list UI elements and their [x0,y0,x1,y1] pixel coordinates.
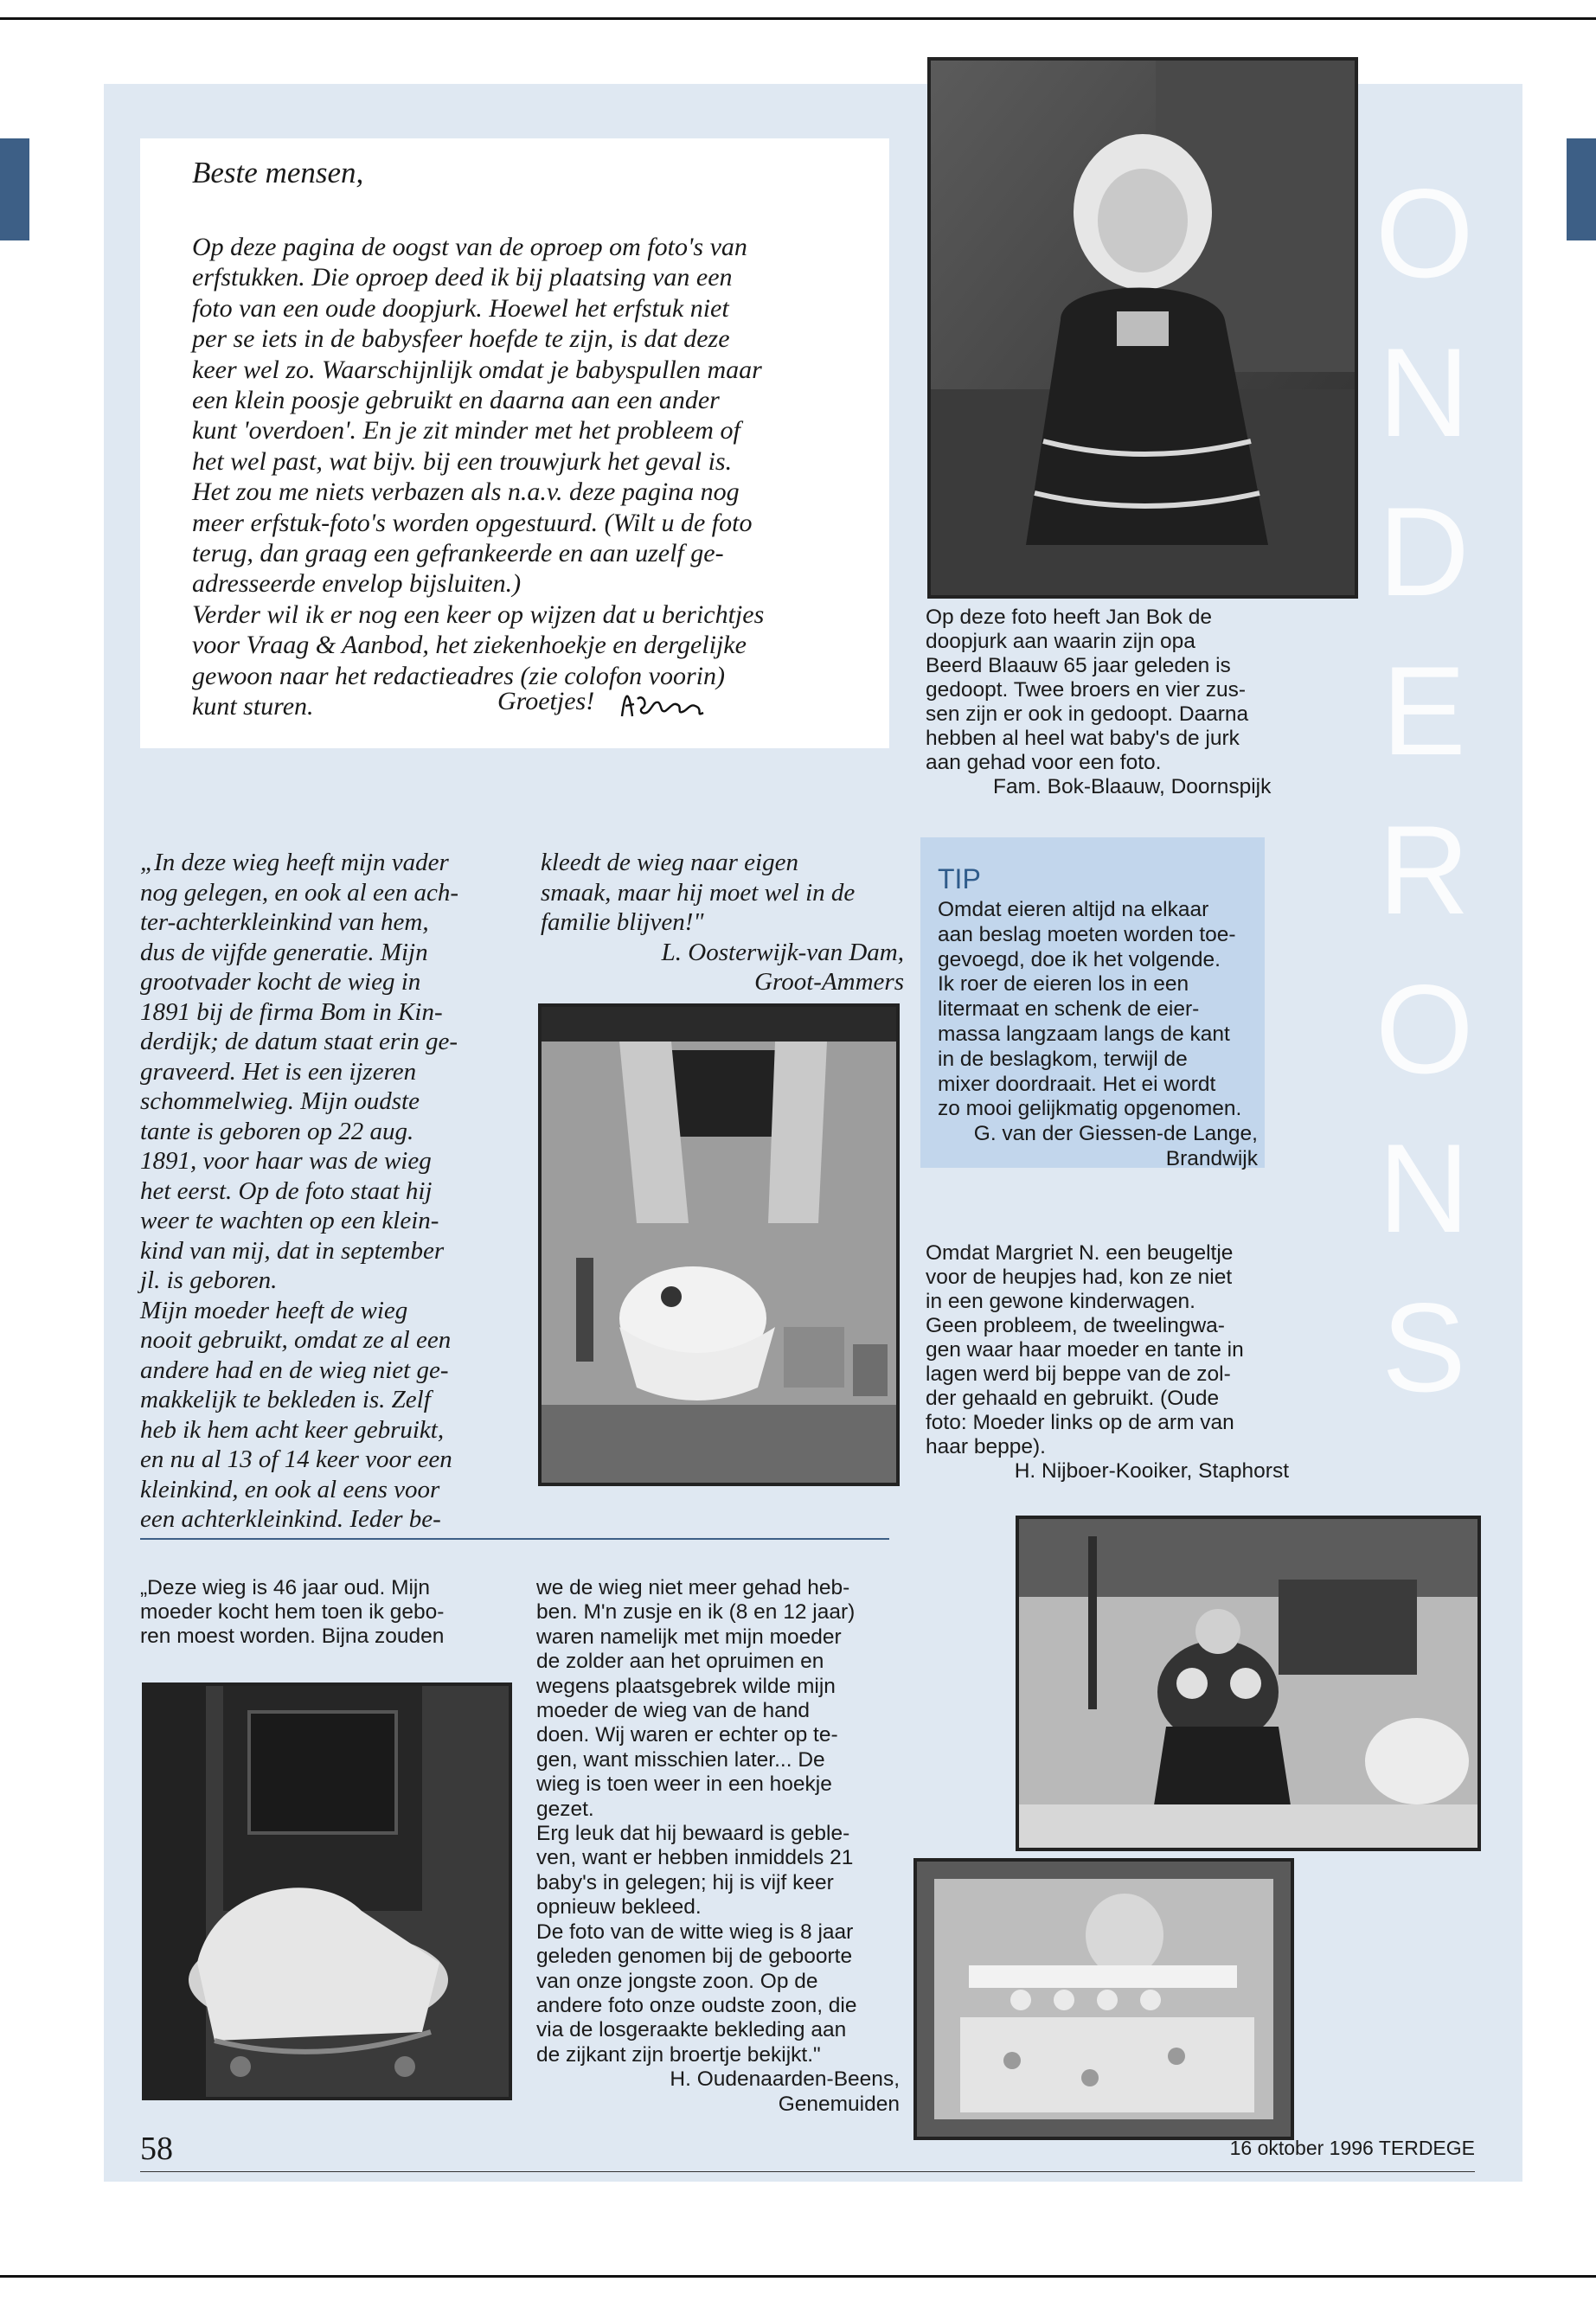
tip-body [938,898,1258,1172]
section-title-letter: O [1375,958,1474,1099]
issue-date: 16 oktober 1996 TERDEGE [1229,2137,1475,2159]
section-title-letter: R [1378,799,1470,940]
cradle-story-right-text: kleedt de wieg naar eigen smaak, maar hij moet wel in de familie blijven!" [541,849,856,936]
section-divider [140,1538,889,1540]
section-title-vertical [1375,154,1472,1427]
page-number: 58 [140,2131,173,2167]
photo-baby-in-crib [913,1858,1294,2140]
section-title-letter: O [1375,163,1474,304]
twins-pram-story [926,1241,1289,1484]
signature-agnes [617,682,712,725]
twins-story-sign: H. Nijboer-Kooiker, Staphorst [1014,1459,1289,1483]
letter-salutation: Beste mensen, [192,156,364,189]
crib-story-sign: H. Oudenaarden-Beens, Genemuiden [670,2067,900,2116]
cradle-story-right-column [541,848,904,997]
footer-rule [140,2171,1475,2172]
tip-box [920,837,1265,1168]
cradle-story-sign: L. Oosterwijk-van Dam, Groot-Ammers [661,938,904,996]
crib-story-right-text: we de wieg niet meer gehad heb- ben. M'n zusje en ik (8 en 12 jaar) waren namelijk met mijn moeder de zolder aan het opruimen en wegens plaatsgebrek wilde mijn moeder de wieg van de hand doen. Wij waren er echter op te- gen, want misschien later... De wieg is toen weer in een hoekje gezet. Erg leuk dat hij bewaard is geble- ven, want er hebben inmiddels 21 baby's in gelegen; hij is vijf keer opnieuw bekleed. De foto van de witte wieg is 8 jaar geleden genomen bij de geboorte van onze jongste zoon. Op de andere foto onze oudste zoon, die via de losgeraakte bekleding aan de zijkant zijn broertje bekijkt." [536,1576,857,2067]
photo-grandmother-twins [1016,1516,1481,1851]
editor-letter [140,138,889,748]
crib-story-left [140,1576,512,1649]
crib-story-right [536,1576,900,2117]
photo-baby-christening-dress [927,57,1358,599]
photo-wicker-crib [142,1682,512,2100]
top-rule [0,17,1596,20]
section-title-letter: N [1378,1118,1470,1259]
letter-body [192,232,858,722]
tip-label: TIP [938,863,981,894]
tip-sign: G. van der Giessen-de Lange, Brandwijk [973,1122,1258,1170]
baby-photo-caption [926,606,1306,799]
section-title-letter: E [1381,640,1466,781]
twins-story-text: Omdat Margriet N. een beugeltje voor de heupjes had, kon ze niet in een gewone kinderwagen. Geen probleem, de tweelingwa- gen waar haar moeder en tante in lagen werd bij beppe van de zol- der gehaald en gebruikt. (Oude foto: Moeder links op de arm van haar beppe). [926,1241,1244,1458]
letter-body-text: Op deze pagina de oogst van de oproep om foto's van erfstukken. Die oproep deed ik bij plaatsing van een foto van een oude doopjurk. Hoewel het erfstuk niet per se iets in de babysfeer hoefde te zijn, is dat deze keer wel zo. Waarschijnlijk omdat je babyspullen maar een klein poosje gebruikt en daarna aan een ander kunt 'overdoen'. En je zit minder met het probleem of het wel past, wat bijv. bij een trouwjurk het geval is. Het zou me niets verbazen als n.a.v. deze pagina nog meer erfstuk-foto's worden opgestuurd. (Wilt u de foto terug, dan graag een gefrankeerde en aan uzelf ge- adresseerde envelop bijsluiten.) Verder wil ik er nog een keer op wijzen dat u berichtjes voor Vraag & Aanbod, het ziekenhoekje en dergelijke gewoon naar het redactieadres (zie colofon voorin) kunt sturen. [192,233,765,721]
section-title-letter: D [1378,481,1470,622]
section-title-letter: S [1381,1277,1466,1418]
section-title-letter: N [1378,322,1470,463]
right-edge-bar [1567,138,1596,240]
letter-closing [497,682,712,725]
cradle-story-left-column [140,848,503,1535]
cradle-story-left-text: „In deze wieg heeft mijn vader nog gelegen, en ook al een ach- ter-achterkleinkind van hem, dus de vijfde generatie. Mijn grootvader kocht de wieg in 1891 bij de firma Bom in Kin- derdijk; de datum staat erin ge- graveerd. Het is een ijzeren schommelwieg. Mijn oudste tante is geboren op 22 aug. 1891, voor haar was de wieg het eerst. Op de foto staat hij weer te wachten op een klein- kind van mij, dat in september jl. is geboren. Mijn moeder heeft de wieg nooit gebruikt, omdat ze al een andere had en de wieg niet ge- makkelijk te bekleden is. Zelf heb ik hem acht keer gebruikt, en nu al 13 of 14 keer voor een kleinkind, en ook al eens voor een achterkleinkind. Ieder be- [140,849,458,1533]
crib-story-left-text: „Deze wieg is 46 jaar oud. Mijn moeder kocht hem toen ik gebo- ren moest worden. Bijna zouden [140,1576,445,1648]
bottom-rule [0,2275,1596,2278]
photo-iron-cradle-room [538,1003,900,1486]
left-edge-bar [0,138,29,240]
tip-body-text: Omdat eieren altijd na elkaar aan beslag moeten worden toe- gevoegd, doe ik het volgende. Ik roer de eieren los in een litermaat en schenk de eier- massa langzaam langs de kant in de beslagkom, terwijl de mixer doordraait. Het ei wordt zo mooi gelijkmatig opgenomen. [938,898,1242,1121]
baby-caption-sign: Fam. Bok-Blaauw, Doornspijk [993,775,1272,798]
letter-closing-text: Groetjes! [497,686,595,715]
baby-caption-text: Op deze foto heeft Jan Bok de doopjurk aan waarin zijn opa Beerd Blaauw 65 jaar geleden is gedoopt. Twee broers en vier zus- sen zijn er ook in gedoopt. Daarna hebben al heel wat baby's de jurk aan gehad voor een foto. [926,606,1249,774]
